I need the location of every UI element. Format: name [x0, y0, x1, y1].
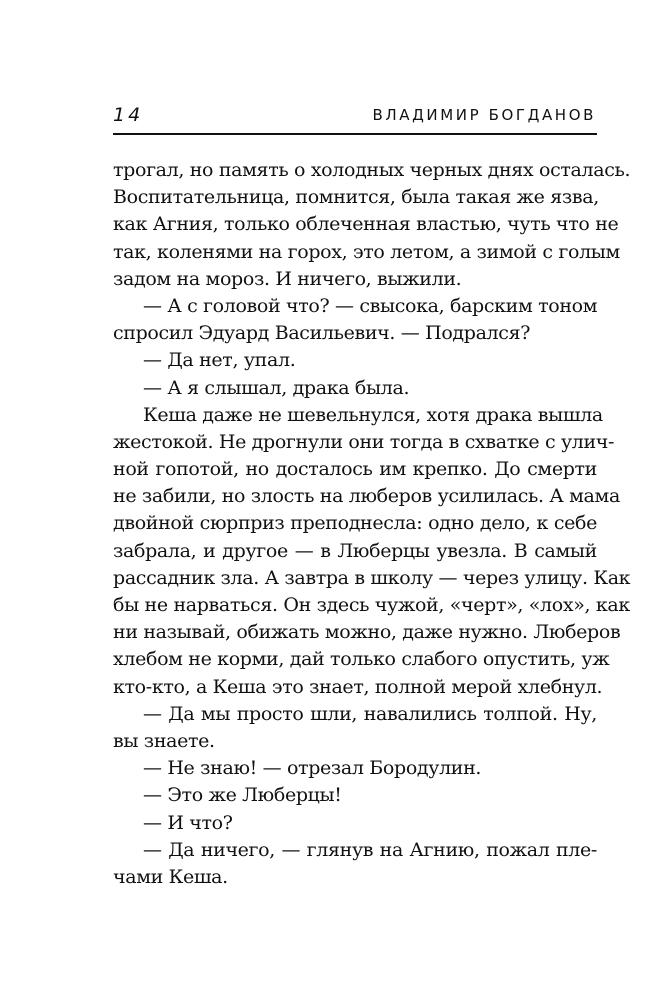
text-line: задом на мороз. И ничего, выжили.	[113, 267, 462, 290]
text-line: Воспитательница, помнится, была такая же язва,	[113, 186, 599, 209]
text-line: двойной сюрприз преподнесла: одно дело, к себе	[113, 512, 597, 535]
text-line: хлебом не корми, дай только слабого опустить, уж	[113, 648, 610, 671]
text-line: — Не знаю! — отрезал Бородулин.	[143, 757, 482, 780]
text-line: спросил Эдуард Васильевич. — Подрался?	[113, 322, 531, 345]
running-head-author: ВЛАДИМИР БОГДАНОВ	[372, 106, 596, 124]
text-line: вы знаете.	[113, 729, 215, 752]
text-line: жестокой. Не дрогнули они тогда в схватке с улич-	[113, 430, 615, 453]
page-header	[113, 104, 596, 132]
text-line: — Да мы просто шли, навалились толпой. Ну,	[143, 702, 597, 725]
text-line: ной гопотой, но досталось им крепко. До смерти	[113, 458, 597, 481]
text-line: забрала, и другое — в Люберцы увезла. В самый	[113, 539, 597, 562]
text-line: кто-кто, а Кеша это знает, полной мерой хлебнул.	[113, 675, 603, 698]
text-line: рассадник зла. А завтра в школу — через улицу. Как	[113, 566, 631, 589]
text-line: так, коленями на горох, это летом, а зимой с голым	[113, 240, 620, 263]
text-line: — А я слышал, драка была.	[143, 376, 410, 399]
text-line: не забили, но злость на люберов усилилась. А мама	[113, 485, 620, 508]
header-rule	[113, 133, 597, 135]
text-line: — И что?	[143, 811, 233, 834]
text-line: трогал, но память о холодных черных днях осталась.	[113, 159, 631, 181]
text-line: — Это же Люберцы!	[143, 784, 342, 807]
text-line: Кеша даже не шевельнулся, хотя драка вышла	[143, 403, 603, 426]
page-number: 14	[113, 104, 144, 126]
text-line: — Да ничего, — глянув на Агнию, пожал пле-	[143, 838, 597, 861]
text-line: — А с головой что? — свысока, барским тоном	[143, 294, 598, 317]
text-line: бы не нарваться. Он здесь чужой, «черт», «лох», как	[113, 594, 630, 616]
text-line: чами Кеша.	[113, 865, 228, 888]
text-line: как Агния, только облеченная властью, чуть что не	[113, 213, 619, 236]
text-line: — Да нет, упал.	[143, 349, 296, 372]
body-text	[113, 157, 631, 891]
text-line: ни называй, обижать можно, даже нужно. Люберов	[113, 621, 621, 644]
